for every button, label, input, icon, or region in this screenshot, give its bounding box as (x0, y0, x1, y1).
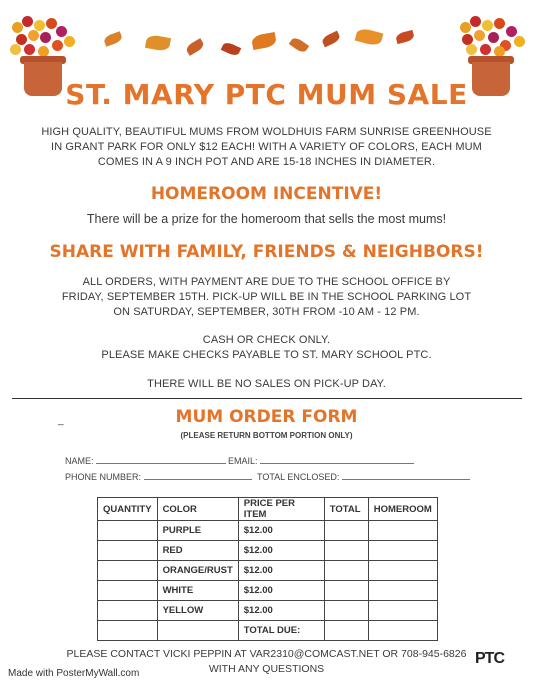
color-cell: RED (157, 541, 238, 561)
quantity-cell[interactable] (98, 601, 158, 621)
price-cell: $12.00 (238, 521, 324, 541)
price-cell: $12.00 (238, 581, 324, 601)
total-enclosed-label: TOTAL ENCLOSED: (257, 472, 340, 482)
page-title: ST. MARY PTC MUM SALE (65, 78, 468, 111)
email-label: EMAIL: (228, 456, 258, 466)
watermark-text: Made with PosterMyWall.com (8, 668, 140, 679)
header-price: PRICE PER ITEM (238, 498, 324, 521)
name-label: NAME: (65, 456, 94, 466)
quantity-cell[interactable] (98, 581, 158, 601)
total-cell[interactable] (324, 601, 368, 621)
quantity-cell (98, 621, 158, 641)
orders-text: ALL ORDERS, WITH PAYMENT ARE DUE TO THE SCHOOL OFFICE BY FRIDAY, SEPTEMBER 15TH. PICK-UP WILL BE IN THE SCHOOL PARKING LOT ON SATURDAY, SEPTEMBER, 30TH FROM -10 AM - 12 PM. (61, 276, 472, 318)
payment-text: CASH OR CHECK ONLY. PLEASE MAKE CHECKS PAYABLE TO ST. MARY SCHOOL PTC. (101, 334, 432, 361)
homeroom-cell[interactable] (368, 601, 437, 621)
color-cell: ORANGE/RUST (157, 561, 238, 581)
homeroom-cell (368, 621, 437, 641)
total-cell[interactable] (324, 521, 368, 541)
order-table (97, 497, 438, 641)
table-header-row (98, 498, 438, 521)
table-row (98, 521, 438, 541)
color-cell: PURPLE (157, 521, 238, 541)
phone-input-line[interactable] (144, 471, 252, 480)
price-cell: $12.00 (238, 561, 324, 581)
quantity-cell[interactable] (98, 541, 158, 561)
color-cell: WHITE (157, 581, 238, 601)
table-row (98, 541, 438, 561)
total-enclosed-field[interactable] (257, 471, 470, 482)
homeroom-cell[interactable] (368, 521, 437, 541)
header-homeroom: HOMEROOM (368, 498, 437, 521)
phone-field[interactable] (65, 471, 252, 482)
color-cell (157, 621, 238, 641)
phone-label: PHONE NUMBER: (65, 472, 142, 482)
table-row (98, 561, 438, 581)
total-cell[interactable] (324, 561, 368, 581)
price-cell: $12.00 (238, 541, 324, 561)
form-heading: MUM ORDER FORM (175, 407, 358, 427)
homeroom-cell[interactable] (368, 541, 437, 561)
table-row (98, 581, 438, 601)
incentive-heading: HOMEROOM INCENTIVE! (150, 184, 383, 204)
price-cell: $12.00 (238, 601, 324, 621)
share-heading: SHARE WITH FAMILY, FRIENDS & NEIGHBORS! (49, 242, 484, 262)
dash-mark: _ (58, 415, 64, 426)
incentive-text: There will be a prize for the homeroom that sells the most mums! (86, 212, 447, 226)
intro-text: HIGH QUALITY, BEAUTIFUL MUMS FROM WOLDHUIS FARM SUNRISE GREENHOUSE IN GRANT PARK FOR ONLY $12 EACH! WITH A VARIETY OF COLORS, EACH MUM COMES IN A 9 INCH POT AND ARE 15-18 INCHES IN DIAMETER. (41, 126, 492, 168)
cut-line-divider (12, 398, 522, 399)
quantity-cell[interactable] (98, 561, 158, 581)
total-cell[interactable] (324, 581, 368, 601)
header-quantity: QUANTITY (98, 498, 158, 521)
table-row-total (98, 621, 438, 641)
ptc-logo: PTC (475, 650, 504, 667)
name-input-line[interactable] (96, 455, 226, 464)
email-input-line[interactable] (260, 455, 414, 464)
header-color: COLOR (157, 498, 238, 521)
form-subheading: (PLEASE RETURN BOTTOM PORTION ONLY) (180, 431, 353, 440)
total-due-cell[interactable] (324, 621, 368, 641)
total-due-label: TOTAL DUE: (238, 621, 324, 641)
homeroom-cell[interactable] (368, 581, 437, 601)
email-field[interactable] (228, 455, 414, 466)
name-field[interactable] (65, 455, 226, 466)
total-enclosed-input-line[interactable] (342, 471, 470, 480)
no-sales-text: THERE WILL BE NO SALES ON PICK-UP DAY. (147, 378, 386, 390)
contact-text: PLEASE CONTACT VICKI PEPPIN AT VAR2310@COMCAST.NET OR 708-945-6826 WITH ANY QUESTIONS (66, 648, 467, 675)
quantity-cell[interactable] (98, 521, 158, 541)
header-total: TOTAL (324, 498, 368, 521)
color-cell: YELLOW (157, 601, 238, 621)
total-cell[interactable] (324, 541, 368, 561)
table-row (98, 601, 438, 621)
homeroom-cell[interactable] (368, 561, 437, 581)
